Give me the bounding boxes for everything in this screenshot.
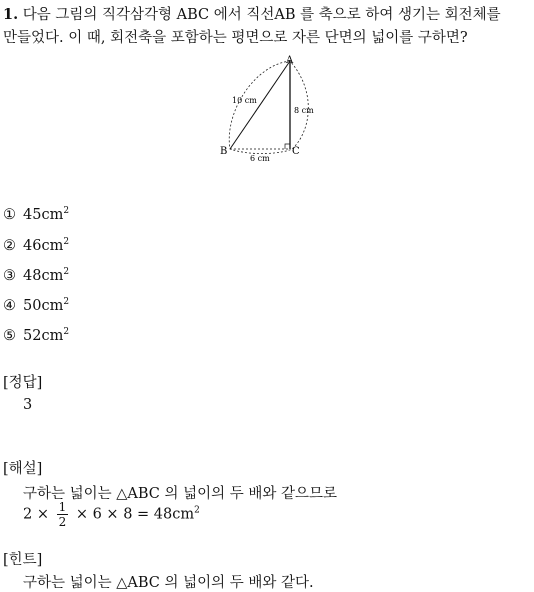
question-text-2: 만들었다. 이 때, 회전축을 포함하는 평면으로 자른 단면의 넓이를 구하면? [3, 30, 468, 46]
fraction [57, 500, 69, 529]
fraction-numerator: 1 [58, 500, 67, 514]
equation-exponent: 2 [194, 505, 200, 516]
side-AB [230, 61, 290, 149]
choice-mark: ② [3, 238, 16, 254]
question-number: 1. [3, 6, 19, 23]
right-angle-marker [285, 144, 290, 149]
equation-suffix: × 6 × 8 = 48cm [75, 506, 195, 523]
choice-value: 45cm [23, 207, 64, 223]
label-A: A [286, 55, 294, 66]
choice-value: 48cm [23, 268, 64, 284]
choice-exponent: 2 [63, 267, 70, 278]
label-B: B [220, 146, 228, 157]
choice-exponent: 2 [63, 206, 70, 217]
choice-4[interactable] [3, 298, 69, 314]
explanation-equation [23, 500, 200, 529]
label-BC: 6 cm [250, 154, 270, 163]
hint-line-1: 구하는 넓이는 △ABC 의 넓이의 두 배와 같다. [23, 575, 314, 591]
explanation-line-1: 구하는 넓이는 △ABC 의 넓이의 두 배와 같으므로 [23, 486, 338, 502]
choice-1[interactable] [3, 207, 69, 223]
question-text-1: 다음 그림의 직각삼각형 ABC 에서 직선AB 를 축으로 하여 생기는 회전체를 [22, 7, 501, 23]
fraction-denominator: 2 [58, 515, 67, 529]
choice-mark: ⑤ [3, 328, 16, 344]
choice-exponent: 2 [63, 297, 70, 308]
answer-title: [정답] [3, 375, 43, 391]
choice-mark: ③ [3, 268, 16, 284]
choice-value: 52cm [23, 328, 64, 344]
label-C: C [292, 146, 300, 157]
triangle-figure [214, 53, 324, 165]
choice-mark: ① [3, 207, 16, 223]
label-AC: 8 cm [294, 106, 314, 115]
choice-mark: ④ [3, 298, 16, 314]
choice-exponent: 2 [63, 327, 70, 338]
equation-prefix: 2 × [23, 506, 49, 523]
choice-5[interactable] [3, 328, 69, 344]
question-line-1 [3, 3, 531, 27]
hint-title: [힌트] [3, 552, 43, 568]
explanation-title: [해설] [3, 461, 43, 477]
choice-2[interactable] [3, 238, 69, 254]
choice-value: 50cm [23, 298, 64, 314]
label-AB: 10 cm [232, 96, 257, 105]
question [3, 3, 531, 50]
answer-value: 3 [23, 397, 33, 413]
choice-value: 46cm [23, 238, 64, 254]
choice-exponent: 2 [63, 237, 70, 248]
choice-3[interactable] [3, 268, 69, 284]
